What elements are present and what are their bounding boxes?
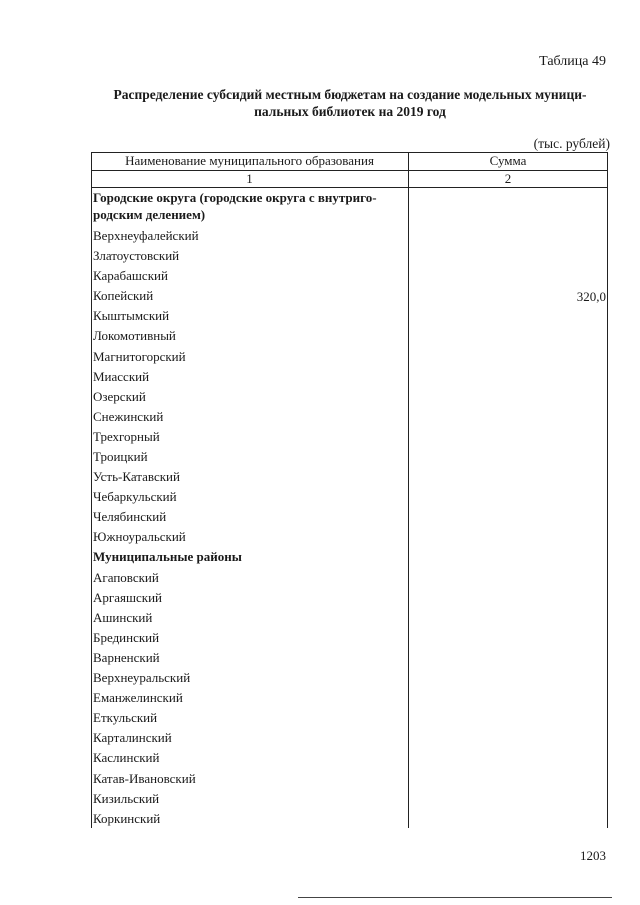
table-row: Еткульский: [93, 710, 158, 726]
column-index-sum: 2: [504, 171, 512, 186]
table-row: Челябинский: [93, 509, 167, 525]
table-row: Озерский: [93, 388, 146, 404]
table-row: Коркинский: [93, 810, 161, 826]
table-row: Верхнеуральский: [93, 670, 191, 686]
table-row: Троицкий: [93, 449, 148, 465]
table-row: Варненский: [93, 649, 160, 665]
table-row: Агаповский: [93, 569, 159, 585]
table-border-middle: [408, 152, 409, 828]
header-row: [91, 153, 608, 169]
table-row: Усть-Катавский: [93, 469, 180, 485]
table-row: Кизильский: [93, 790, 160, 806]
table-row: Еманжелинский: [93, 690, 183, 706]
units-label: (тыс. рублей): [533, 136, 610, 151]
table-row: Миасский: [93, 368, 150, 384]
table-border-right: [607, 152, 608, 828]
index-divider: [91, 187, 608, 188]
column-header-sum: Сумма: [489, 153, 527, 168]
table-row: Магнитогорский: [93, 348, 186, 364]
page-number: 1203: [580, 848, 606, 863]
table-row: Кыштымский: [93, 308, 170, 324]
table-border-left: [91, 152, 92, 828]
column-header-name: Наименование муниципального образования: [125, 153, 374, 168]
column-index-name: 1: [246, 171, 253, 186]
scan-edge-line: [298, 897, 612, 898]
table-row: Карталинский: [93, 730, 172, 746]
table-row: Снежинский: [93, 408, 164, 424]
index-row: [91, 171, 608, 187]
table-row: Ашинский: [93, 609, 153, 625]
table-row: Карабашский: [93, 268, 168, 284]
subsidy-table: [91, 152, 608, 828]
document-title: Распределение субсидий местным бюджетам на создание модельных муници-пальных библиотек на 2019 год: [113, 87, 587, 119]
table-row: Трехгорный: [93, 428, 160, 444]
table-row: Копейский: [93, 288, 154, 304]
table-row: Катав-Ивановский: [93, 770, 196, 786]
group-header-row: Городские округа (городские округа с внутриго-родским делением): [93, 190, 377, 222]
table-body: [93, 189, 405, 829]
row-value: 320,0: [576, 289, 606, 305]
group-header-row: Муниципальные районы: [93, 548, 242, 564]
table-row: Каслинский: [93, 750, 160, 766]
table-row: Чебаркульский: [93, 489, 177, 505]
table-row: Верхнеуфалейский: [93, 228, 199, 243]
table-row: Брединский: [93, 629, 160, 645]
table-row: Аргаяшский: [93, 589, 162, 605]
table-row: Южноуральский: [93, 529, 186, 545]
table-number: Таблица 49: [539, 54, 606, 69]
table-row: Златоустовский: [93, 248, 180, 264]
table-row: Локомотивный: [93, 328, 176, 344]
